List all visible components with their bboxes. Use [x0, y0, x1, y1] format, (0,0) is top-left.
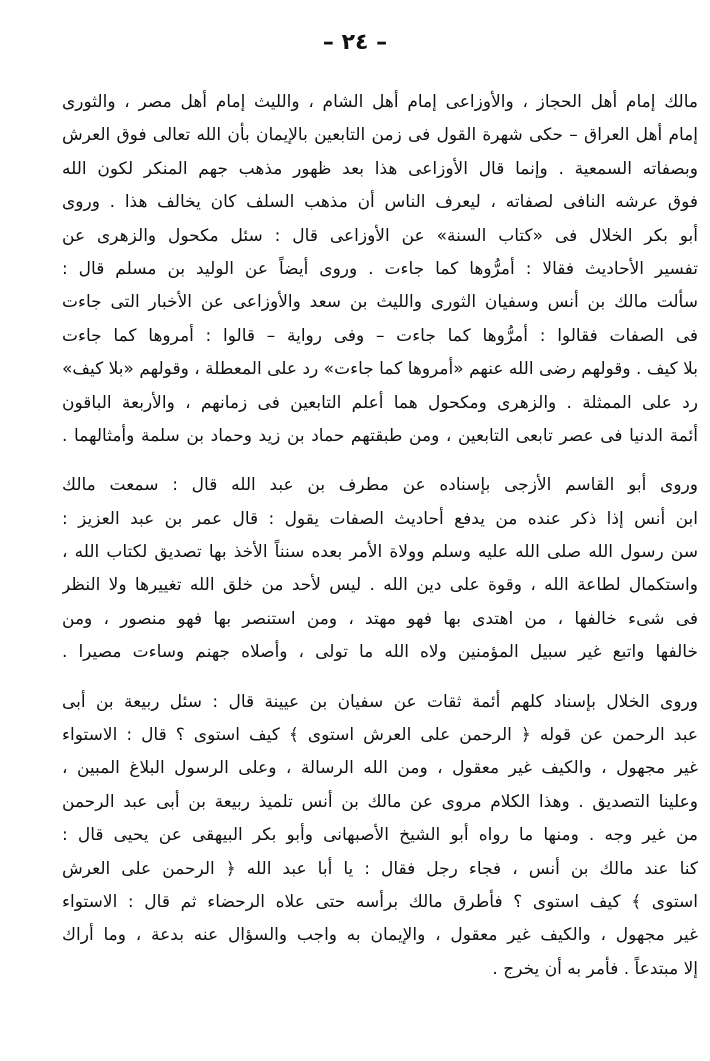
text-line: وروى الخلال بإسناد كلهم أئمة ثقات عن سفيان بن عيينة قال : سئل ربيعة بن أبى [62, 691, 698, 712]
text-line: واستكمال لطاعة الله ، وقوة على دين الله . ليس لأحد من خلق الله تغييرها ولا النظر [62, 575, 698, 596]
text-line: وبصفاته السمعية . وإنما قال الأوزاعى هذا بعد ظهور مذهب جهم المنكر لكون الله [62, 158, 698, 179]
text-line: خالفها واتبع غير سبيل المؤمنين ولاه الله ما تولى ، وأصلاه جهنم وساءت مصيرا . [62, 642, 698, 663]
paragraph-3 [62, 686, 698, 987]
page-number: – ٢٤ – [322, 30, 388, 55]
text-line: عبد الرحمن عن قوله ﴿ الرحمن على العرش استوى ﴾ كيف استوى ؟ قال : الاستواء [62, 725, 698, 746]
text-line: فى الصفات فقالوا : أمرُّوها كما جاءت – وفى رواية – قالوا : أمروها كما جاءت [62, 325, 698, 346]
body-text [62, 86, 698, 986]
paragraph-gap [62, 670, 698, 686]
text-line: إمام أهل العراق – حكى شهرة القول فى زمن التابعين بالإيمان بأن الله تعالى فوق العرش [62, 125, 698, 146]
text-line: فى شىء خالفها ، من اهتدى بها فهو مهتد ، ومن استنصر بها فهو منصور ، ومن [62, 608, 698, 629]
text-line: أئمة الدنيا فى عصر تابعى التابعين ، ومن طبقتهم حماد بن زيد وحماد بن سلمة وأمثالهما . [62, 425, 698, 446]
text-line: رد على الممثلة . والزهرى ومكحول هما أعلم التابعين فى زمانهم ، والأربعة الباقون [62, 392, 698, 413]
text-line: فوق عرشه النافى لصفاته ، ليعرف الناس أن مذهب السلف كان يخالف هذا . وروى [62, 192, 698, 213]
text-line: غير مجهول ، والكيف غير معقول ، ومن الله الرسالة ، وعلى الرسول البلاغ المبين ، [62, 758, 698, 779]
paragraph-1 [62, 86, 698, 453]
text-line: استوى ﴾ كيف استوى ؟ فأطرق مالك برأسه حتى علاه الرحضاء ثم قال : الاستواء [62, 891, 698, 912]
text-line: تفسير الأحاديث فقالا : أمرُّوها كما جاءت . وروى أيضاً عن الوليد بن مسلم قال : [62, 258, 698, 279]
text-line: ابن أنس إذا ذكر عنده من يدفع أحاديث الصفات يقول : قال عمر بن عبد العزيز : [62, 508, 698, 529]
text-line: مالك إمام أهل الحجاز ، والأوزاعى إمام أهل الشام ، والليث إمام أهل مصر ، والثورى [62, 92, 698, 112]
text-line: إلا مبتدعاً . فأمر به أن يخرج . [492, 958, 698, 979]
text-line: وعلينا التصديق . وهذا الكلام مروى عن مالك بن أنس تلميذ ربيعة بن أبى عبد الرحمن [62, 791, 698, 812]
text-line: غير مجهول ، والكيف غير معقول ، والإيمان به واجب والسؤال عنه بدعة ، وما أراك [62, 925, 698, 946]
text-line: كنا عند مالك بن أنس ، فجاء رجل فقال : يا أبا عبد الله ﴿ الرحمن على العرش [62, 858, 698, 879]
text-line: سألت مالك بن أنس وسفيان الثورى والليث بن سعد والأوزاعى عن الأخبار التى جاءت [62, 292, 698, 313]
text-line: أبو بكر الخلال فى «كتاب السنة» عن الأوزاعى قال : سئل مكحول والزهرى عن [62, 225, 698, 246]
paragraph-gap [62, 453, 698, 469]
text-line: من غير وجه . ومنها ما رواه أبو الشيخ الأصبهانى وأبو بكر البيهقى عن يحيى قال : [62, 825, 698, 846]
text-line: وروى أبو القاسم الأزجى بإسناده عن مطرف بن عبد الله قال : سمعت مالك [62, 475, 698, 496]
text-line: سن رسول الله صلى الله عليه وسلم وولاة الأمر بعده سنناً الأخذ بها تصديق لكتاب الله ، [62, 542, 698, 563]
paragraph-2 [62, 469, 698, 669]
text-line: بلا كيف . وقولهم رضى الله عنهم «أمروها كما جاءت» رد على المعطلة ، وقولهم «بلا كيف» [62, 359, 698, 380]
